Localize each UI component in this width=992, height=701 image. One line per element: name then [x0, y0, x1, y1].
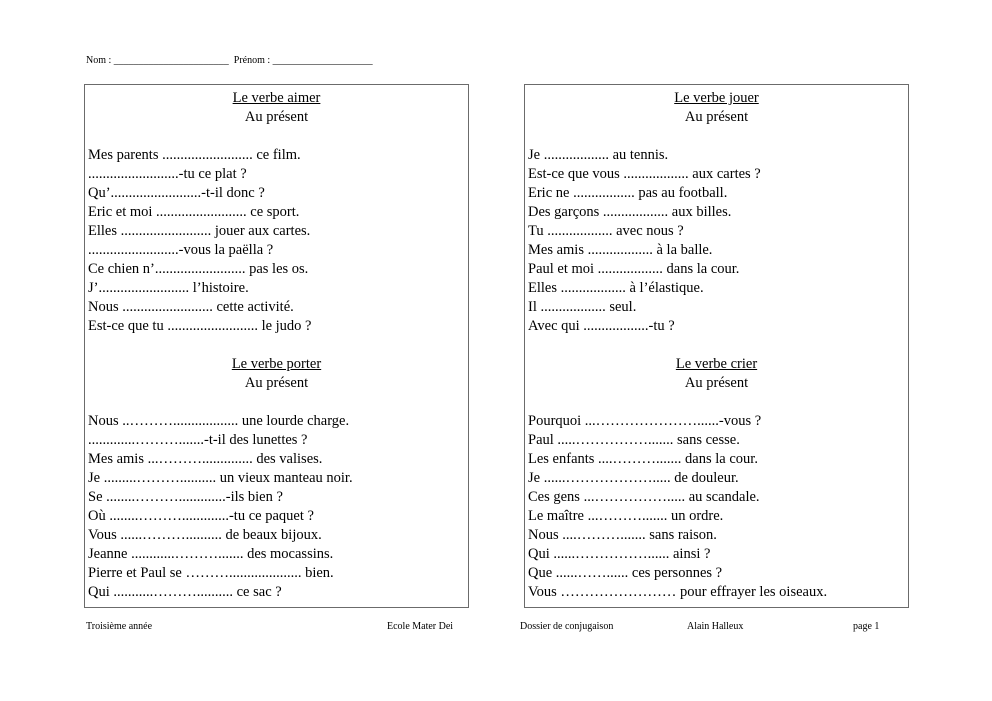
exercise-line: Qui ......……………...... ainsi ? [528, 546, 711, 562]
exercise-box-left [84, 84, 469, 608]
footer-page-number: page 1 [853, 621, 880, 632]
exercise-line: Vous …………………… pour effrayer les oiseaux. [528, 584, 828, 600]
exercise-line: Nous ..……….................. une lourde charge. [88, 413, 350, 429]
exercise-line: J’......................... l’histoire. [88, 280, 249, 296]
exercise-line: Paul et moi .................. dans la cour. [528, 261, 740, 277]
exercise-line: Le maître ...………....... un ordre. [528, 508, 724, 524]
exercise-line: Qui ...........……….......... ce sac ? [88, 584, 282, 600]
section-subtitle-crier: Au présent [684, 375, 749, 391]
exercise-line: Vous ......……….......... de beaux bijoux. [88, 527, 322, 543]
section-title-aimer: Le verbe aimer [232, 90, 321, 106]
exercise-line: Est-ce que vous .................. aux cartes ? [528, 166, 761, 182]
exercise-line: Ces gens ...……………..... au scandale. [528, 489, 760, 505]
exercise-line: Il .................. seul. [528, 299, 637, 315]
exercise-line: Je .................. au tennis. [528, 147, 669, 163]
exercise-line: Je .........……….......... un vieux manteau noir. [88, 470, 353, 486]
section-title-porter: Le verbe porter [231, 356, 322, 372]
section-title-jouer: Le verbe jouer [674, 90, 759, 106]
exercise-box-right [524, 84, 909, 608]
exercise-line: Est-ce que tu ......................... le judo ? [88, 318, 312, 334]
section-subtitle-jouer: Au présent [684, 109, 749, 125]
section-title-crier: Le verbe crier [675, 356, 758, 372]
exercise-line: Que ......……...... ces personnes ? [528, 565, 723, 581]
exercise-line: Jeanne ............………....... des mocassins. [88, 546, 334, 562]
footer-author: Alain Halleux [687, 621, 744, 632]
exercise-line: Avec qui ..................-tu ? [528, 318, 675, 334]
section-subtitle-aimer: Au présent [244, 109, 309, 125]
exercise-line: Paul .....……………....... sans cesse. [528, 432, 740, 448]
exercise-line: Je ......………………..... de douleur. [528, 470, 739, 486]
exercise-line: Qu’.........................-t-il donc ? [88, 185, 265, 201]
exercise-line: .............……….......-t-il des lunettes ? [88, 432, 308, 448]
name-prenom-header: Nom : _______________________ Prénom : ____________________ [86, 55, 373, 66]
exercise-line: Nous ....………....... sans raison. [528, 527, 717, 543]
exercise-line: Mes parents ......................... ce film. [88, 147, 301, 163]
exercise-line: Les enfants ....………....... dans la cour. [528, 451, 758, 467]
exercise-line: .........................-vous la paëlla ? [88, 242, 274, 258]
exercise-line: Où ........……….............-tu ce paquet ? [88, 508, 314, 524]
exercise-line: Mes amis ...……….............. des valises. [88, 451, 323, 467]
exercise-line: Eric et moi ......................... ce sport. [88, 204, 300, 220]
section-subtitle-porter: Au présent [244, 375, 309, 391]
exercise-line: Elles .................. à l’élastique. [528, 280, 704, 296]
exercise-line: Ce chien n’......................... pas les os. [88, 261, 309, 277]
footer-dossier: Dossier de conjugaison [520, 621, 614, 632]
exercise-line: Eric ne ................. pas au football. [528, 185, 728, 201]
exercise-line: Tu .................. avec nous ? [528, 223, 684, 239]
exercise-line: Pourquoi ...…………………......-vous ? [528, 413, 762, 429]
exercise-line: Pierre et Paul se ……….................... bien. [88, 565, 334, 581]
exercise-line: Nous ......................... cette activité. [88, 299, 294, 315]
exercise-line: .........................-tu ce plat ? [88, 166, 247, 182]
exercise-line: Des garçons .................. aux billes. [528, 204, 732, 220]
footer-grade: Troisième année [86, 621, 153, 632]
exercise-line: Elles ......................... jouer aux cartes. [88, 223, 311, 239]
exercise-line: Mes amis .................. à la balle. [528, 242, 713, 258]
footer-school: Ecole Mater Dei [387, 621, 454, 632]
exercise-line: Se ........……….............-ils bien ? [88, 489, 283, 505]
